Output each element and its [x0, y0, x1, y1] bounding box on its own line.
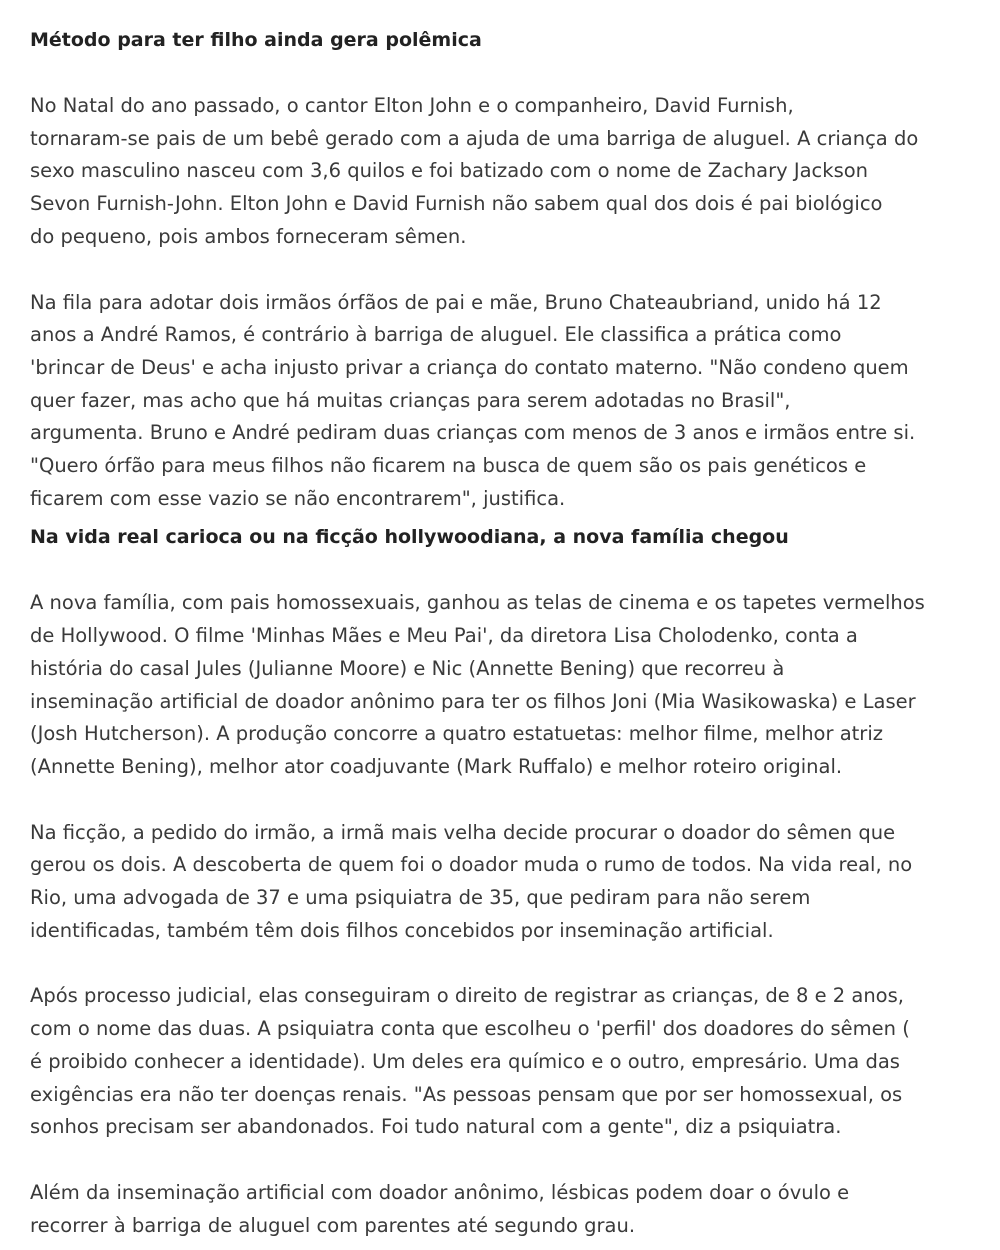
- paragraph-line: Na fila para adotar dois irmãos órfãos de pai e mãe, Bruno Chateaubriand, unido há 12: [30, 290, 882, 314]
- paragraph-line: recorrer à barriga de aluguel com parentes até segundo grau.: [30, 1213, 636, 1237]
- paragraph-line: inseminação artificial de doador anônimo para ter os filhos Joni (Mia Wasikowaska) e Laser: [30, 689, 916, 713]
- paragraph-line: é proibido conhecer a identidade). Um deles era químico e o outro, empresário. Uma das: [30, 1049, 900, 1073]
- paragraph-line: exigências era não ter doenças renais. "As pessoas pensam que por ser homossexual, os: [30, 1082, 903, 1106]
- paragraph-judicial-process: [30, 980, 975, 1144]
- paragraph-line: com o nome das duas. A psiquiatra conta que escolheu o 'perfil' dos doadores do sêmen (: [30, 1017, 910, 1041]
- paragraph-line: sonhos precisam ser abandonados. Foi tudo natural com a gente", diz a psiquiatra.: [30, 1115, 842, 1139]
- paragraph-egg-donation: [30, 1177, 975, 1242]
- paragraph-line: do pequeno, pois ambos forneceram sêmen.: [30, 224, 467, 248]
- section-heading-new-family: Na vida real carioca ou na ficção hollywoodiana, a nova família chegou: [30, 526, 789, 549]
- paragraph-line: gerou os dois. A descoberta de quem foi o doador muda o rumo de todos. Na vida real, no: [30, 853, 913, 877]
- paragraph-bruno-chateaubriand: [30, 287, 975, 516]
- paragraph-line: história do casal Jules (Julianne Moore) e Nic (Annette Bening) que recorreu à: [30, 656, 785, 680]
- paragraph-hollywood-film: [30, 587, 975, 783]
- spacer: [30, 784, 975, 817]
- spacer: [30, 554, 975, 587]
- paragraph-line: anos a André Ramos, é contrário à barriga de aluguel. Ele classifica a prática como: [30, 323, 842, 347]
- paragraph-line: Além da inseminação artificial com doador anônimo, lésbicas podem doar o óvulo e: [30, 1180, 850, 1204]
- paragraph-line: quer fazer, mas acho que há muitas crianças para serem adotadas no Brasil",: [30, 388, 791, 412]
- paragraph-line: No Natal do ano passado, o cantor Elton John e o companheiro, David Furnish,: [30, 94, 794, 117]
- paragraph-line: Sevon Furnish-John. Elton John e David Furnish não sabem qual dos dois é pai biológico: [30, 192, 883, 216]
- paragraph-line: ficarem com esse vazio se não encontrarem", justifica.: [30, 486, 566, 510]
- spacer: [30, 254, 975, 287]
- paragraph-line: 'brincar de Deus' e acha injusto privar a criança do contato materno. "Não condeno quem: [30, 355, 909, 379]
- paragraph-line: (Josh Hutcherson). A produção concorre a quatro estatuetas: melhor filme, melhor atriz: [30, 722, 883, 746]
- paragraph-line: Após processo judicial, elas conseguiram o direito de registrar as crianças, de 8 e 2 anos,: [30, 984, 904, 1008]
- paragraph-elton-john: [30, 90, 975, 254]
- paragraph-line: identificadas, também têm dois filhos concebidos por inseminação artificial.: [30, 918, 774, 942]
- section-heading-method: Método para ter filho ainda gera polêmica: [30, 29, 482, 51]
- paragraph-line: tornaram-se pais de um bebê gerado com a ajuda de uma barriga de aluguel. A criança do: [30, 126, 919, 150]
- spacer: [30, 947, 975, 980]
- paragraph-line: "Quero órfão para meus filhos não ficarem na busca de quem são os pais genéticos e: [30, 454, 867, 478]
- paragraph-line: Rio, uma advogada de 37 e uma psiquiatra de 35, que pediram para não serem: [30, 886, 811, 910]
- spacer: [30, 57, 975, 90]
- paragraph-fiction-real-life: [30, 817, 975, 948]
- paragraph-line: de Hollywood. O filme 'Minhas Mães e Meu Pai', da diretora Lisa Cholodenko, conta a: [30, 624, 858, 648]
- paragraph-line: A nova família, com pais homossexuais, ganhou as telas de cinema e os tapetes vermelhos: [30, 591, 925, 615]
- paragraph-line: (Annette Bening), melhor ator coadjuvante (Mark Ruffalo) e melhor roteiro original.: [30, 754, 843, 778]
- paragraph-line: sexo masculino nasceu com 3,6 quilos e foi batizado com o nome de Zachary Jackson: [30, 159, 869, 183]
- article: [30, 24, 975, 1242]
- paragraph-line: Na ficção, a pedido do irmão, a irmã mais velha decide procurar o doador do sêmen que: [30, 820, 896, 844]
- paragraph-line: argumenta. Bruno e André pediram duas crianças com menos de 3 anos e irmãos entre si.: [30, 421, 916, 445]
- spacer: [30, 1144, 975, 1177]
